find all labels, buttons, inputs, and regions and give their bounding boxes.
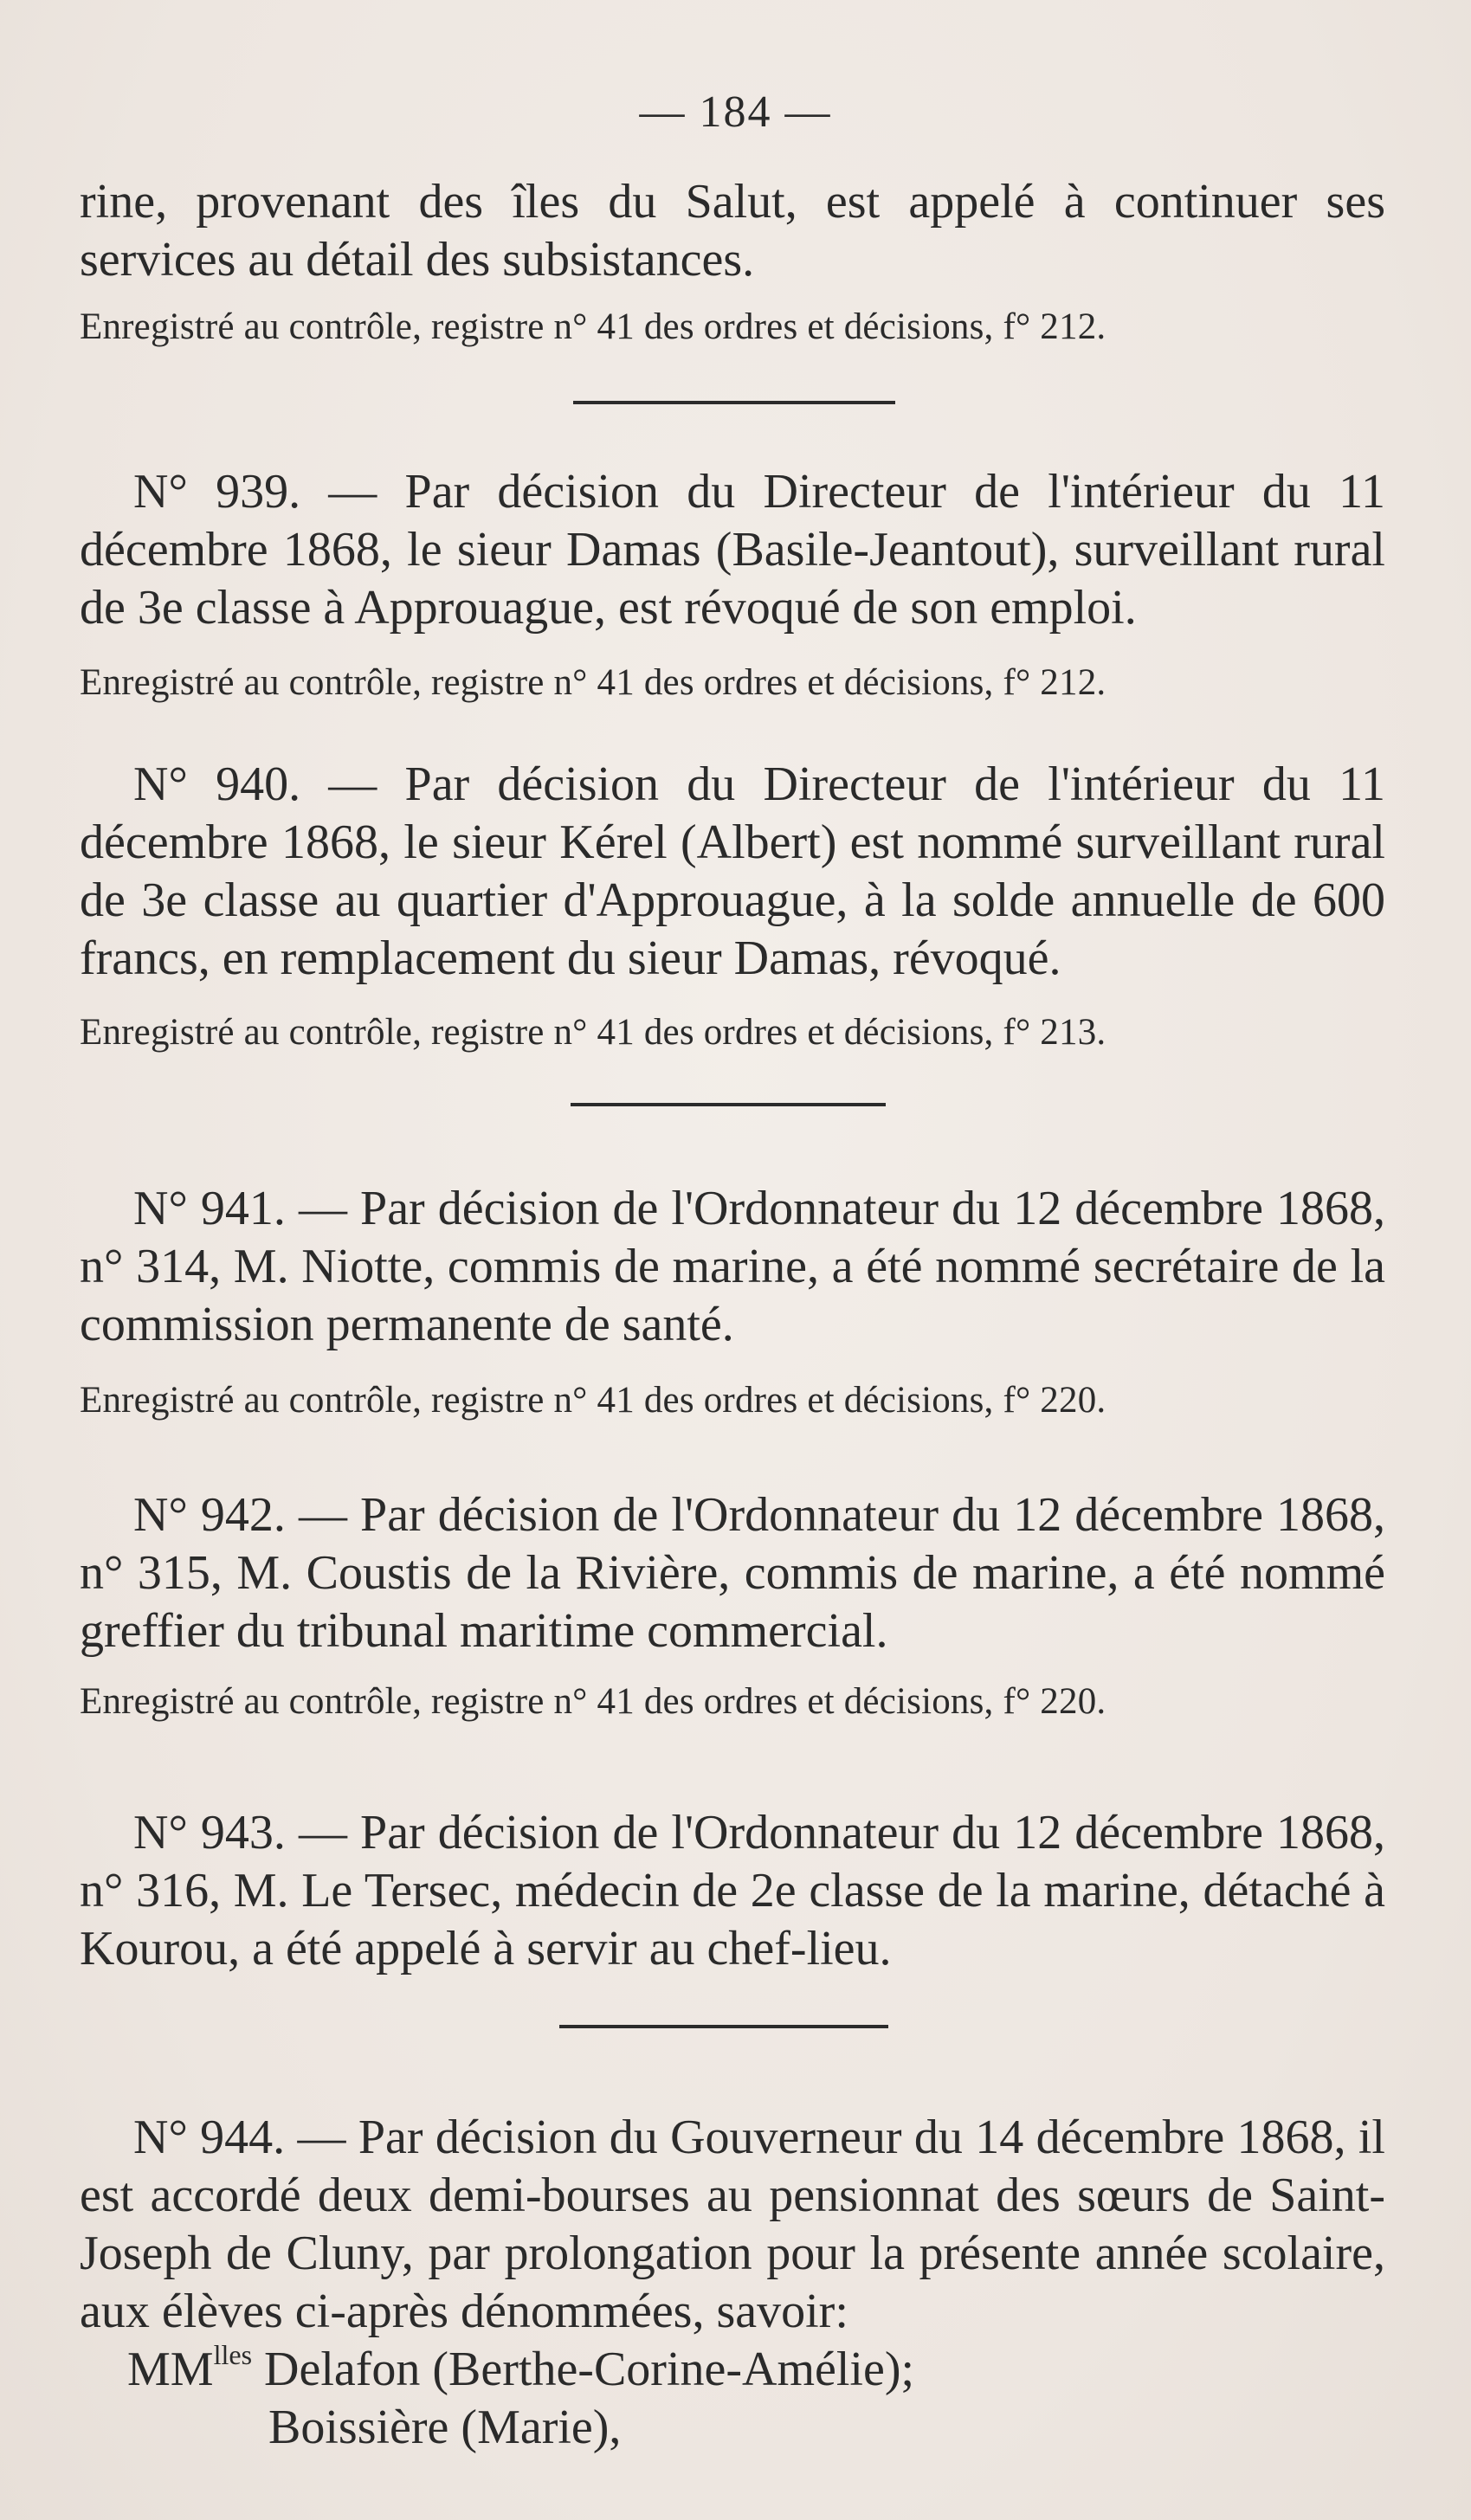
section-divider	[571, 1103, 886, 1106]
decision-942: N° 942. — Par décision de l'Ordonnateur du 12 décembre 1868, n° 315, M. Coustis de la Rivière, commis de marine, a été nommé greffier du tribunal maritime commercial.	[80, 1488, 1385, 1658]
section-divider	[573, 401, 895, 404]
list-item: Boissière (Marie),	[268, 2401, 622, 2454]
decision-940: N° 940. — Par décision du Directeur de l'intérieur du 11 décembre 1868, le sieur Kérel (Albert) est nommé surveillant rural de 3e classe au quartier d'Approuague, à la solde annuelle de 600 francs, en remplacement du sieur Damas, révoqué.	[80, 757, 1385, 985]
decision-944: N° 944. — Par décision du Gouverneur du 14 décembre 1868, il est accordé deux demi-bourses au pensionnat des sœurs de Saint-Joseph de Cluny, par prolongation pour la présente année scolaire, aux élèves ci-après dénommées, savoir:	[80, 2111, 1385, 2338]
registration-note: Enregistré au contrôle, registre n° 41 des ordres et décisions, f° 212.	[80, 662, 1106, 703]
registration-note: Enregistré au contrôle, registre n° 41 des ordres et décisions, f° 213.	[80, 1012, 1106, 1053]
section-divider	[559, 2025, 888, 2028]
registration-note: Enregistré au contrôle, registre n° 41 des ordres et décisions, f° 212.	[80, 306, 1106, 347]
decision-941: N° 941. — Par décision de l'Ordonnateur du 12 décembre 1868, n° 314, M. Niotte, commis de marine, a été nommé secrétaire de la commission permanente de santé.	[80, 1182, 1385, 1351]
decision-943: N° 943. — Par décision de l'Ordonnateur du 12 décembre 1868, n° 316, M. Le Tersec, médecin de 2e classe de la marine, détaché à Kourou, a été appelé à servir au chef-lieu.	[80, 1806, 1385, 1975]
list-prefix: MM	[127, 2343, 214, 2396]
list-item-text: Delafon (Berthe-Corine-Amélie);	[264, 2343, 915, 2396]
registration-note: Enregistré au contrôle, registre n° 41 des ordres et décisions, f° 220.	[80, 1681, 1106, 1722]
page-number: — 184 —	[639, 87, 832, 137]
continuation-paragraph: rine, provenant des îles du Salut, est appelé à continuer ses services au détail des subsistances.	[80, 175, 1385, 287]
list-item	[127, 2341, 914, 2399]
list-prefix-sup: lles	[213, 2339, 253, 2370]
registration-note: Enregistré au contrôle, registre n° 41 des ordres et décisions, f° 220.	[80, 1380, 1106, 1421]
decision-939: N° 939. — Par décision du Directeur de l'intérieur du 11 décembre 1868, le sieur Damas (Basile-Jeantout), surveillant rural de 3e classe à Approuague, est révoqué de son emploi.	[80, 465, 1385, 635]
